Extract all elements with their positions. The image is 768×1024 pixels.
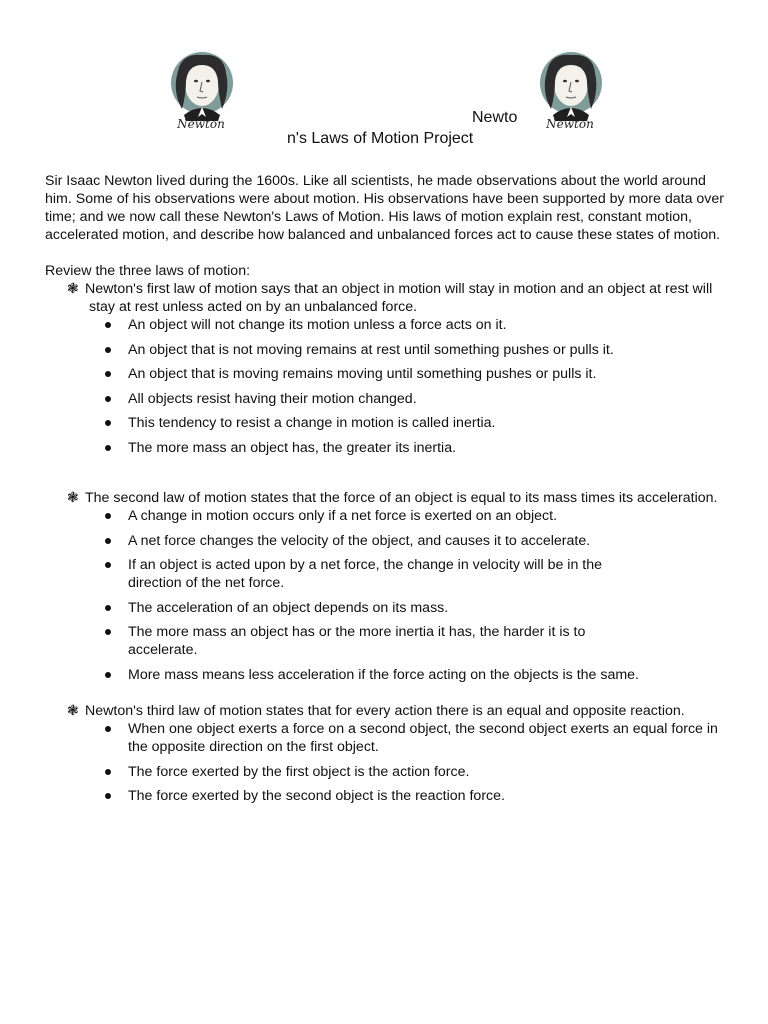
law-heading — [67, 702, 735, 720]
bullet-dot-icon — [105, 322, 111, 328]
review-heading: Review the three laws of motion: — [45, 263, 251, 279]
law-title: Newton's third law of motion states that for every action there is an equal and opposite reaction. — [85, 703, 685, 719]
law-heading — [67, 489, 735, 507]
bullet-dot-icon — [105, 420, 111, 426]
law-points-list — [67, 316, 735, 457]
bullet-dot-icon — [105, 513, 111, 519]
snowflake-bullet-icon: ❃ — [67, 281, 79, 297]
newton-portrait-logo — [537, 51, 607, 131]
bullet-dot-icon — [105, 672, 111, 678]
page-title-part1: Newto — [472, 109, 518, 126]
snowflake-bullet-icon: ❃ — [67, 490, 79, 506]
document-body — [45, 172, 735, 812]
list-item: An object that is moving remains moving until something pushes or pulls it. — [105, 365, 648, 383]
logo-caption: Newton — [546, 117, 594, 131]
law-points-list — [67, 720, 735, 805]
list-item: More mass means less acceleration if the force acting on the objects is the same. — [105, 666, 728, 684]
newton-portrait-logo — [168, 51, 238, 131]
list-item: The force exerted by the first object is the action force. — [105, 763, 648, 781]
law-points-list — [67, 507, 735, 684]
bullet-dot-icon — [105, 629, 111, 635]
list-item: This tendency to resist a change in motion is called inertia. — [105, 414, 648, 432]
law-section — [67, 489, 735, 684]
list-item: If an object is acted upon by a net force, the change in velocity will be in the direction of the net force. — [105, 556, 648, 592]
bullet-dot-icon — [105, 347, 111, 353]
list-item: When one object exerts a force on a second object, the second object exerts an equal force in the opposite direction on the first object. — [105, 720, 728, 756]
bullet-dot-icon — [105, 793, 111, 799]
list-item: A net force changes the velocity of the object, and causes it to accelerate. — [105, 532, 648, 550]
page-title-part2: n's Laws of Motion Project — [287, 130, 474, 147]
list-item: The acceleration of an object depends on its mass. — [105, 599, 648, 617]
law-title: The second law of motion states that the force of an object is equal to its mass times its acceleration. — [85, 490, 718, 506]
bullet-dot-icon — [105, 371, 111, 377]
law-section — [67, 702, 735, 805]
list-item: All objects resist having their motion changed. — [105, 390, 648, 408]
bullet-dot-icon — [105, 445, 111, 451]
snowflake-bullet-icon: ❃ — [67, 703, 79, 719]
list-item: The more mass an object has or the more inertia it has, the harder it is to accelerate. — [105, 623, 648, 659]
bullet-dot-icon — [105, 396, 111, 402]
bullet-dot-icon — [105, 605, 111, 611]
bullet-dot-icon — [105, 726, 111, 732]
list-item: The force exerted by the second object is the reaction force. — [105, 787, 648, 805]
bullet-dot-icon — [105, 538, 111, 544]
list-item: An object will not change its motion unless a force acts on it. — [105, 316, 648, 334]
intro-paragraph: Sir Isaac Newton lived during the 1600s. Like all scientists, he made observations about the world around him. Some of his observations were about motion. His observations have been supported by more data over time; and we now call these Newton's Laws of Motion. His laws of motion explain rest, constant motion, accelerated motion, and describe how balanced and unbalanced forces act to cause these states of motion. — [45, 173, 725, 243]
law-section — [67, 280, 735, 457]
logo-caption: Newton — [177, 117, 225, 131]
list-item: The more mass an object has, the greater its inertia. — [105, 439, 648, 457]
list-item: A change in motion occurs only if a net force is exerted on an object. — [105, 507, 648, 525]
bullet-dot-icon — [105, 562, 111, 568]
list-item: An object that is not moving remains at rest until something pushes or pulls it. — [105, 341, 648, 359]
law-title: Newton's first law of motion says that an object in motion will stay in motion and an object at rest will stay at rest unless acted on by an unbalanced force. — [85, 281, 713, 315]
law-heading — [67, 280, 735, 316]
bullet-dot-icon — [105, 769, 111, 775]
